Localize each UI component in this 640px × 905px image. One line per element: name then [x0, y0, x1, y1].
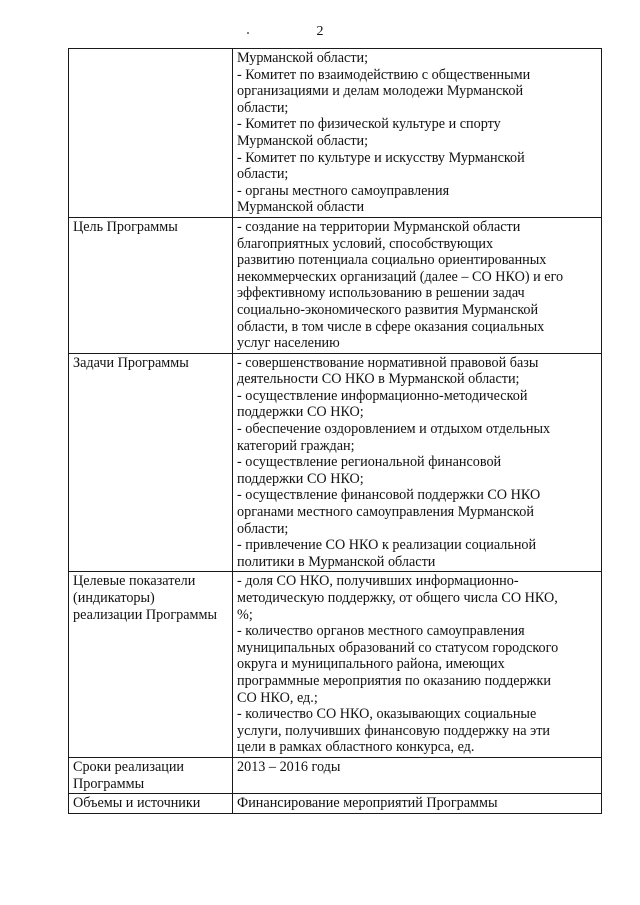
row-label-cell	[69, 49, 233, 218]
text-line: эффективному использованию в решении задач	[237, 285, 525, 302]
row-label-cell	[69, 572, 233, 758]
text-line: - создание на территории Мурманской области	[237, 218, 521, 235]
row-label-cell	[69, 217, 233, 353]
text-line: политики в Мурманской области	[237, 553, 436, 570]
row-label: Задачи Программы	[73, 354, 189, 371]
text-line: - осуществление информационно-методической	[237, 387, 528, 404]
text-line: области;	[237, 166, 289, 183]
text-line: цели в рамках областного конкурса, ед.	[237, 739, 475, 756]
text-line: - органы местного самоуправления	[237, 182, 450, 199]
row-label: Цель Программы	[73, 218, 178, 235]
row-label: Программы	[73, 775, 145, 792]
row-label: Объемы и источники	[73, 795, 201, 812]
row-label: Целевые показатели	[73, 573, 196, 590]
row-label-cell	[69, 353, 233, 572]
text-line: поддержки СО НКО;	[237, 470, 364, 487]
row-content-cell	[233, 49, 602, 218]
text-line: организациями и делам молодежи Мурманской	[237, 83, 524, 100]
text-line: методическую поддержку, от общего числа СО НКО,	[237, 590, 558, 606]
table-row	[69, 794, 602, 814]
text-line: округа и муниципального района, имеющих	[237, 656, 505, 673]
text-line: %;	[237, 606, 253, 623]
text-line: муниципальных образований со статусом городского	[237, 639, 559, 656]
text-line: Мурманской области	[237, 199, 365, 216]
text-line: - Комитет по взаимодействию с общественными	[237, 66, 531, 83]
row-label-cell	[69, 757, 233, 793]
text-line: развитию потенциала социально ориентированных	[237, 252, 547, 269]
text-line: - Комитет по культуре и искусству Мурманской	[237, 149, 525, 166]
table-row	[69, 217, 602, 353]
row-label: Сроки реализации	[73, 758, 185, 775]
text-line: категорий граждан;	[237, 437, 355, 454]
row-label-cell	[69, 794, 233, 814]
table-row	[69, 353, 602, 572]
text-line: услуг населению	[237, 335, 340, 352]
row-content-cell	[233, 572, 602, 758]
page-number: 2	[316, 24, 324, 39]
row-content-cell	[233, 217, 602, 353]
row-label: (индикаторы)	[73, 590, 155, 606]
program-passport-table	[68, 48, 602, 814]
text-line: - обеспечение оздоровлением и отдыхом отдельных	[237, 421, 551, 438]
text-line: Финансирование мероприятий Программы	[237, 795, 498, 812]
scan-speck	[247, 32, 249, 34]
text-line: благоприятных условий, способствующих	[237, 235, 494, 252]
text-line: некоммерческих организаций (далее – СО НКО) и его	[237, 268, 564, 285]
row-content-cell	[233, 757, 602, 793]
text-line: 2013 – 2016 годы	[237, 758, 341, 775]
row-label: реализации Программы	[73, 606, 218, 623]
text-line: - количество органов местного самоуправления	[237, 623, 525, 640]
text-line: СО НКО, ед.;	[237, 689, 318, 706]
text-line: Мурманской области;	[237, 132, 369, 149]
text-line: Мурманской области;	[237, 50, 369, 66]
table-row	[69, 572, 602, 758]
row-content-cell	[233, 353, 602, 572]
text-line: области, в том числе в сфере оказания социальных	[237, 318, 545, 335]
text-line: - осуществление финансовой поддержки СО НКО	[237, 487, 541, 504]
text-line: органами местного самоуправления Мурманской	[237, 504, 534, 521]
table-row	[69, 49, 602, 218]
text-line: - Комитет по физической культуре и спорту	[237, 116, 501, 133]
text-line: деятельности СО НКО в Мурманской области;	[237, 371, 520, 388]
text-line: услуги, получивших финансовую поддержку на эти	[237, 722, 550, 739]
text-line: социально-экономического развития Мурманской	[237, 301, 539, 318]
table-row	[69, 757, 602, 793]
text-line: области;	[237, 520, 289, 537]
row-content-cell	[233, 794, 602, 814]
text-line: - доля СО НКО, получивших информационно-	[237, 573, 519, 590]
text-line: - совершенствование нормативной правовой базы	[237, 354, 539, 371]
text-line: - количество СО НКО, оказывающих социальные	[237, 706, 537, 723]
text-line: области;	[237, 99, 289, 116]
text-line: программные мероприятия по оказанию поддержки	[237, 672, 551, 689]
text-line: - осуществление региональной финансовой	[237, 454, 502, 471]
text-line: - привлечение СО НКО к реализации социальной	[237, 537, 537, 554]
text-line: поддержки СО НКО;	[237, 404, 364, 421]
